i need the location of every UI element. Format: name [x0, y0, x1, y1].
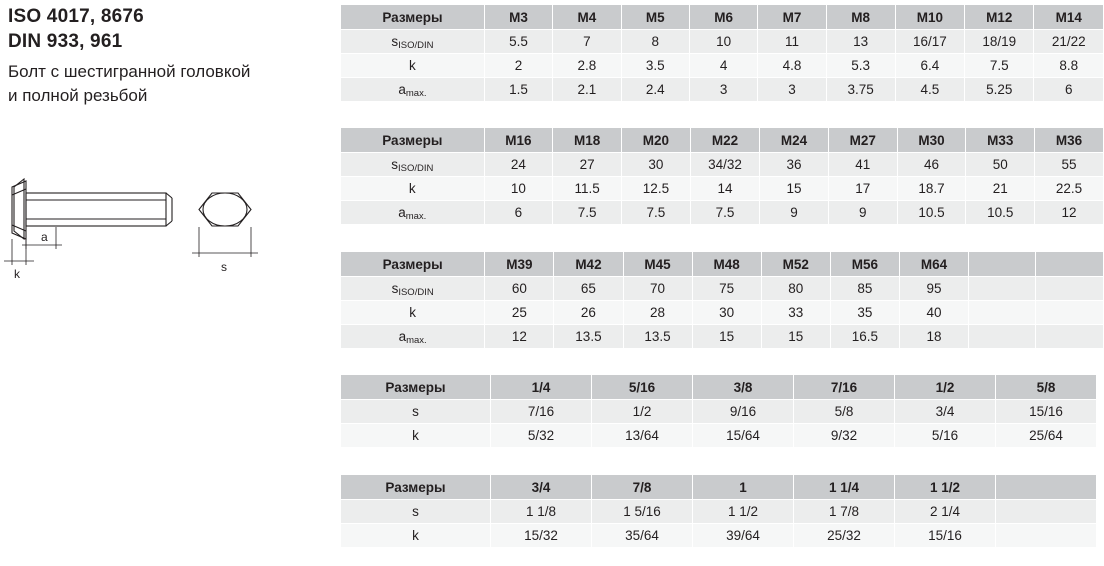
table-cell: 2.4 — [621, 78, 689, 102]
table-cell: 7/16 — [491, 400, 592, 424]
header-cell: M6 — [689, 5, 757, 30]
table-cell: 13.5 — [623, 325, 692, 349]
table-row — [341, 153, 1104, 177]
table-header-row — [341, 475, 1097, 500]
table-cell — [1036, 325, 1104, 349]
table-cell: 9 — [760, 201, 829, 225]
table-row — [341, 325, 1104, 349]
header-cell: 1 1/4 — [794, 475, 895, 500]
header-cell: M12 — [965, 5, 1034, 30]
header-cell — [969, 252, 1036, 277]
header-cell-sizes: Размеры — [341, 375, 491, 400]
table-cell: 8.8 — [1034, 54, 1104, 78]
table-cell: 25/64 — [996, 424, 1097, 448]
table-cell: 16.5 — [830, 325, 899, 349]
header-cell: 1 — [693, 475, 794, 500]
header-cell: M33 — [966, 128, 1035, 153]
table-cell: 7.5 — [553, 201, 622, 225]
table-cell: 2.8 — [553, 54, 621, 78]
table-cell: 3 — [758, 78, 826, 102]
table-cell: 15 — [760, 177, 829, 201]
row-label: s — [341, 500, 491, 524]
header-cell: M39 — [485, 252, 554, 277]
table-cell: 15 — [761, 325, 830, 349]
table-cell: 40 — [899, 301, 968, 325]
header-cell: 3/4 — [491, 475, 592, 500]
table-cell: 7 — [553, 30, 621, 54]
table-row — [341, 301, 1104, 325]
table-cell: 1.5 — [484, 78, 552, 102]
table-cell: 25 — [485, 301, 554, 325]
row-label: amax. — [341, 78, 485, 102]
header-cell: M4 — [553, 5, 621, 30]
table-row — [341, 400, 1097, 424]
header-cell: M42 — [554, 252, 623, 277]
header-cell: 5/16 — [592, 375, 693, 400]
table-cell: 35/64 — [592, 524, 693, 548]
standard-line-2: DIN 933, 961 — [8, 31, 123, 52]
table-cell: 18 — [899, 325, 968, 349]
standard-info-block — [8, 4, 338, 108]
table-cell: 14 — [690, 177, 759, 201]
table-cell: 2.1 — [553, 78, 621, 102]
header-cell-sizes: Размеры — [341, 475, 491, 500]
header-cell: M14 — [1034, 5, 1104, 30]
table-cell — [969, 301, 1036, 325]
table-cell: 60 — [485, 277, 554, 301]
table-cell: 35 — [830, 301, 899, 325]
description-line-2: и полной резьбой — [8, 86, 148, 105]
dimension-table-inch-1 — [340, 374, 1097, 448]
header-cell: M64 — [899, 252, 968, 277]
standard-line-1: ISO 4017, 8676 — [8, 6, 144, 27]
table-cell: 21/22 — [1034, 30, 1104, 54]
header-cell: M30 — [897, 128, 966, 153]
hex-bolt-drawing — [0, 165, 330, 285]
row-label: k — [341, 301, 485, 325]
row-label: k — [341, 54, 485, 78]
header-cell: M3 — [484, 5, 552, 30]
table-cell: 7.5 — [690, 201, 759, 225]
table-cell: 8 — [621, 30, 689, 54]
table-cell: 1 7/8 — [794, 500, 895, 524]
header-cell — [996, 475, 1097, 500]
header-cell: 7/16 — [794, 375, 895, 400]
row-label: amax. — [341, 325, 485, 349]
header-cell: M22 — [690, 128, 759, 153]
table-cell: 18/19 — [965, 30, 1034, 54]
table-row — [341, 30, 1104, 54]
table-cell: 16/17 — [895, 30, 964, 54]
header-cell: M8 — [826, 5, 895, 30]
row-label: s — [341, 400, 491, 424]
header-cell: M18 — [553, 128, 622, 153]
header-cell-sizes: Размеры — [341, 5, 485, 30]
table-cell: 65 — [554, 277, 623, 301]
table-cell: 1 1/8 — [491, 500, 592, 524]
table-row — [341, 424, 1097, 448]
table-cell: 95 — [899, 277, 968, 301]
table-row — [341, 78, 1104, 102]
table-cell: 24 — [484, 153, 553, 177]
dimension-label-a: a — [41, 230, 48, 244]
description-line-1: Болт с шестигранной головкой — [8, 62, 251, 81]
table-cell: 13 — [826, 30, 895, 54]
table-cell: 39/64 — [693, 524, 794, 548]
header-cell: M27 — [828, 128, 897, 153]
table-cell: 21 — [966, 177, 1035, 201]
table-cell — [1036, 301, 1104, 325]
row-label: sISO/DIN — [341, 277, 485, 301]
table-cell: 5/16 — [895, 424, 996, 448]
table-cell: 80 — [761, 277, 830, 301]
table-cell: 11 — [758, 30, 826, 54]
product-description — [8, 60, 338, 108]
header-cell: M52 — [761, 252, 830, 277]
table-cell: 3.5 — [621, 54, 689, 78]
table-cell: 9/16 — [693, 400, 794, 424]
table-cell: 7.5 — [965, 54, 1034, 78]
table-cell: 12 — [1035, 201, 1104, 225]
table-cell: 50 — [966, 153, 1035, 177]
table-cell: 36 — [760, 153, 829, 177]
header-cell: M10 — [895, 5, 964, 30]
table-cell: 75 — [692, 277, 761, 301]
table-cell: 3.75 — [826, 78, 895, 102]
table-cell: 30 — [622, 153, 691, 177]
table-cell: 85 — [830, 277, 899, 301]
table-cell — [969, 325, 1036, 349]
table-cell: 33 — [761, 301, 830, 325]
row-label: k — [341, 524, 491, 548]
table-row — [341, 54, 1104, 78]
table-row — [341, 277, 1104, 301]
table-row — [341, 524, 1097, 548]
table-cell: 2 — [484, 54, 552, 78]
table-header-row — [341, 375, 1097, 400]
table-cell: 10.5 — [897, 201, 966, 225]
table-cell: 6 — [484, 201, 553, 225]
table-cell: 5.25 — [965, 78, 1034, 102]
row-label: k — [341, 424, 491, 448]
header-cell — [1036, 252, 1104, 277]
table-cell: 7.5 — [622, 201, 691, 225]
table-cell: 5/32 — [491, 424, 592, 448]
table-cell: 15/16 — [895, 524, 996, 548]
table-row — [341, 177, 1104, 201]
table-row — [341, 500, 1097, 524]
header-cell: 1 1/2 — [895, 475, 996, 500]
table-cell: 27 — [553, 153, 622, 177]
table-cell — [1036, 277, 1104, 301]
header-cell: 1/2 — [895, 375, 996, 400]
table-header-row — [341, 5, 1104, 30]
table-cell: 9/32 — [794, 424, 895, 448]
table-cell: 3 — [689, 78, 757, 102]
table-cell: 34/32 — [690, 153, 759, 177]
table-cell — [969, 277, 1036, 301]
dimension-table-metric-2 — [340, 127, 1104, 225]
table-cell — [996, 500, 1097, 524]
table-cell: 1/2 — [592, 400, 693, 424]
table-header-row — [341, 252, 1104, 277]
dimension-label-s: s — [221, 260, 227, 274]
table-cell: 25/32 — [794, 524, 895, 548]
table-cell: 55 — [1035, 153, 1104, 177]
table-cell: 15/32 — [491, 524, 592, 548]
header-cell: M56 — [830, 252, 899, 277]
table-cell: 12 — [485, 325, 554, 349]
table-cell: 4 — [689, 54, 757, 78]
header-cell: M36 — [1035, 128, 1104, 153]
table-cell: 1 1/2 — [693, 500, 794, 524]
row-label: amax. — [341, 201, 485, 225]
header-cell: M24 — [760, 128, 829, 153]
header-cell: M7 — [758, 5, 826, 30]
dimension-label-k: k — [14, 267, 20, 281]
table-row — [341, 201, 1104, 225]
header-cell: M45 — [623, 252, 692, 277]
table-cell: 46 — [897, 153, 966, 177]
table-cell: 26 — [554, 301, 623, 325]
table-cell: 10 — [484, 177, 553, 201]
table-cell: 28 — [623, 301, 692, 325]
header-cell-sizes: Размеры — [341, 252, 485, 277]
header-cell: 1/4 — [491, 375, 592, 400]
header-cell-sizes: Размеры — [341, 128, 485, 153]
table-cell: 30 — [692, 301, 761, 325]
table-cell: 4.8 — [758, 54, 826, 78]
table-cell: 11.5 — [553, 177, 622, 201]
header-cell: 7/8 — [592, 475, 693, 500]
table-cell: 15/16 — [996, 400, 1097, 424]
table-cell: 1 5/16 — [592, 500, 693, 524]
table-cell: 41 — [828, 153, 897, 177]
table-cell — [996, 524, 1097, 548]
table-cell: 6.4 — [895, 54, 964, 78]
table-cell: 22.5 — [1035, 177, 1104, 201]
row-label: sISO/DIN — [341, 153, 485, 177]
header-cell: M5 — [621, 5, 689, 30]
table-cell: 10 — [689, 30, 757, 54]
table-cell: 15 — [692, 325, 761, 349]
table-cell: 9 — [828, 201, 897, 225]
table-header-row — [341, 128, 1104, 153]
table-cell: 3/4 — [895, 400, 996, 424]
table-cell: 4.5 — [895, 78, 964, 102]
table-cell: 17 — [828, 177, 897, 201]
table-cell: 13.5 — [554, 325, 623, 349]
header-cell: M16 — [484, 128, 553, 153]
header-cell: M48 — [692, 252, 761, 277]
dimension-table-metric-3 — [340, 251, 1104, 349]
table-cell: 2 1/4 — [895, 500, 996, 524]
table-cell: 18.7 — [897, 177, 966, 201]
table-cell: 5.3 — [826, 54, 895, 78]
table-cell: 5/8 — [794, 400, 895, 424]
table-cell: 13/64 — [592, 424, 693, 448]
table-cell: 12.5 — [622, 177, 691, 201]
dimension-table-metric-1 — [340, 4, 1104, 102]
table-cell: 6 — [1034, 78, 1104, 102]
header-cell: 5/8 — [996, 375, 1097, 400]
table-cell: 5.5 — [484, 30, 552, 54]
row-label: k — [341, 177, 485, 201]
table-cell: 70 — [623, 277, 692, 301]
table-cell: 15/64 — [693, 424, 794, 448]
table-cell: 10.5 — [966, 201, 1035, 225]
row-label: sISO/DIN — [341, 30, 485, 54]
dimension-table-inch-2 — [340, 474, 1097, 548]
header-cell: M20 — [622, 128, 691, 153]
header-cell: 3/8 — [693, 375, 794, 400]
